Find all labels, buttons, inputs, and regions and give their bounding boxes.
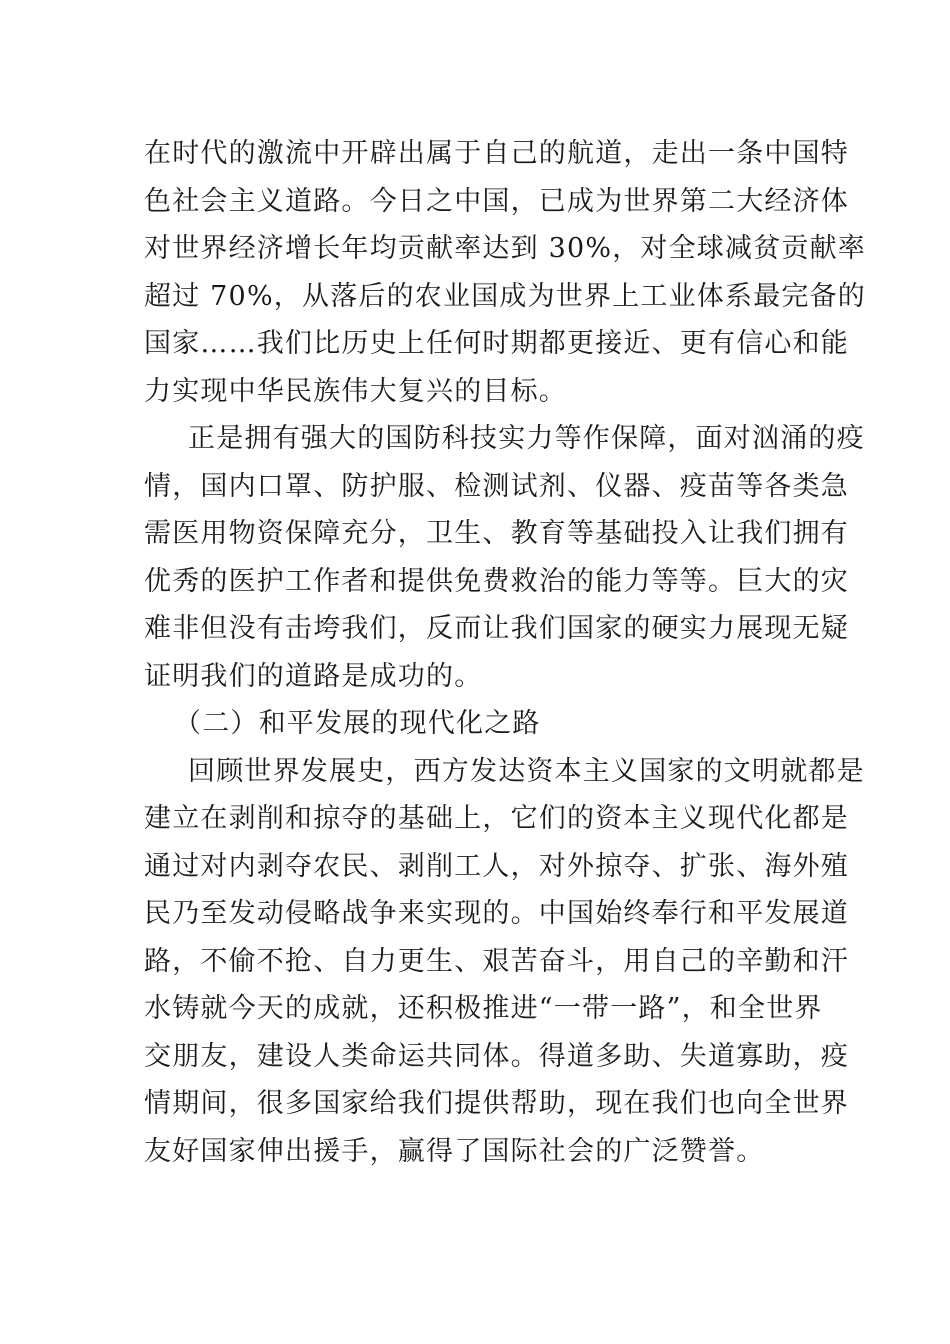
paragraph-line: 路，不偷不抢、自力更生、艰苦奋斗，用自己的辛勤和汗 xyxy=(144,945,849,977)
paragraph-line: 超过 70%，从落后的农业国成为世界上工业体系最完备的 xyxy=(144,280,866,312)
paragraph-2 xyxy=(144,415,865,700)
section-heading xyxy=(144,700,808,748)
paragraph-1 xyxy=(144,130,866,415)
paragraph-line: 优秀的医护工作者和提供免费救治的能力等等。巨大的灾 xyxy=(144,565,849,597)
paragraph-line: 正是拥有强大的国防科技实力等作保障，面对汹涌的疫 xyxy=(188,423,865,454)
section-heading-text: （二）和平发展的现代化之路 xyxy=(174,708,541,739)
paragraph-line: 国家……我们比历史上任何时期都更接近、更有信心和能 xyxy=(144,328,849,359)
paragraph-line: 通过对内剥夺农民、剥削工人，对外掠夺、扩张、海外殖 xyxy=(144,850,849,882)
paragraph-line: 证明我们的道路是成功的。 xyxy=(144,660,483,692)
paragraph-line: 情期间，很多国家给我们提供帮助，现在我们也向全世界 xyxy=(144,1088,849,1119)
paragraph-line: 需医用物资保障充分，卫生、教育等基础投入让我们拥有 xyxy=(144,518,849,549)
paragraph-line: 情，国内口罩、防护服、检测试剂、仪器、疫苗等各类急 xyxy=(144,470,849,502)
document-body xyxy=(144,130,866,1175)
paragraph-line: 难非但没有击垮我们，反而让我们国家的硬实力展现无疑 xyxy=(144,613,849,644)
paragraph-line: 交朋友，建设人类命运共同体。得道多助、失道寡助，疫 xyxy=(144,1040,849,1072)
paragraph-line: 回顾世界发展史，西方发达资本主义国家的文明就都是 xyxy=(188,755,865,787)
paragraph-line: 水铸就今天的成就，还积极推进“一带一路”，和全世界 xyxy=(144,993,823,1024)
paragraph-line: 建立在剥削和掠夺的基础上，它们的资本主义现代化都是 xyxy=(144,803,849,834)
paragraph-3 xyxy=(144,748,865,1176)
paragraph-line: 力实现中华民族伟大复兴的目标。 xyxy=(144,375,567,407)
paragraph-line: 友好国家伸出援手，赢得了国际社会的广泛赞誉。 xyxy=(144,1135,765,1167)
paragraph-line: 色社会主义道路。今日之中国，已成为世界第二大经济体 xyxy=(144,185,849,217)
paragraph-line: 民乃至发动侵略战争来实现的。中国始终奉行和平发展道 xyxy=(144,898,849,929)
paragraph-line: 在时代的激流中开辟出属于自己的航道，走出一条中国特 xyxy=(144,138,849,169)
paragraph-line: 对世界经济增长年均贡献率达到 30%，对全球减贫贡献率 xyxy=(144,233,866,264)
